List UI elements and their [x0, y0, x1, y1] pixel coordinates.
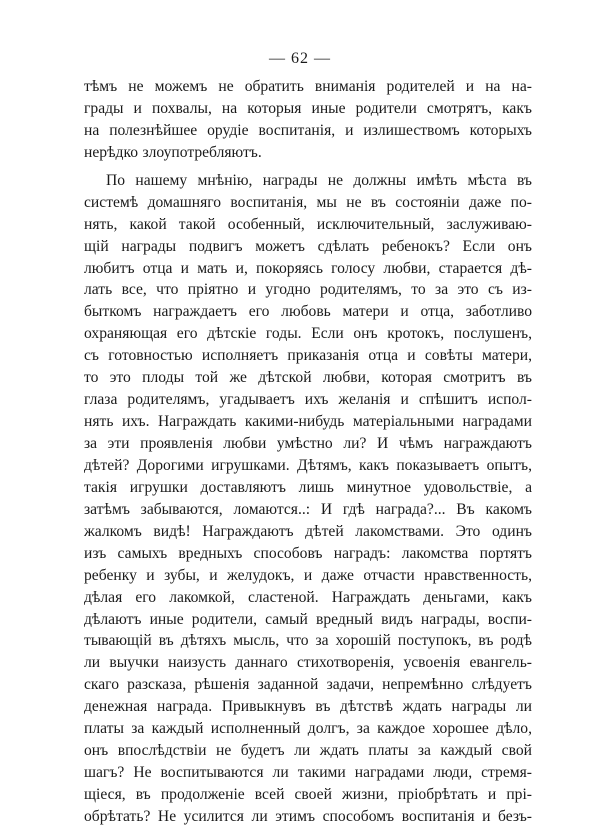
text-line: скаго разсказа, рѣшенія заданной задачи, непремѣнно слѣдуетъ: [84, 676, 532, 694]
text-line: то это плоды той же дѣтской любви, которая смотритъ въ: [84, 369, 532, 387]
text-line: за эти проявленія любви умѣстно ли? И чѣмъ награждаютъ: [84, 435, 532, 452]
text-line: на полезнѣйшее орудіе воспитанія, и излишествомъ которыхъ: [84, 121, 532, 139]
text-line: лать все, что пріятно и угодно родителямъ, то за это съ из-: [84, 281, 532, 299]
body-text: [84, 76, 532, 828]
text-line: глаза родителямъ, угадываетъ ихъ желанія и спѣшитъ испол-: [84, 391, 532, 409]
page-number: — 62 —: [269, 50, 331, 67]
text-line: системѣ домашняго воспитанія, мы не въ состояніи даже по-: [84, 193, 532, 211]
text-line: любитъ отца и мать и, покоряясь голосу любви, старается дѣ-: [84, 259, 532, 277]
text-line: денежная награда. Привыкнувъ въ дѣтствѣ ждать награды ли: [84, 698, 532, 716]
text-line: онъ впослѣдствіи не будетъ ли ждать платы за каждый свой: [84, 742, 532, 760]
text-line: По нашему мнѣнію, награды не должны имѣть мѣста въ: [106, 171, 532, 189]
text-line: щіеся, въ продолженіе всей своей жизни, пріобрѣтать и прі-: [84, 786, 532, 803]
text-line: такія игрушки доставляютъ лишь минутное удовольствіе, а: [84, 478, 532, 496]
text-line: дѣтей? Дорогими игрушками. Дѣтямъ, какъ показываетъ опытъ,: [84, 456, 532, 474]
text-line: нять ихъ. Награждать какими-нибудь матеріальными наградами: [84, 413, 532, 431]
text-line: нять, какой такой особенный, исключительный, заслуживаю-: [84, 215, 532, 233]
text-line: ли выучки наизусть даннаго стихотворенія, усвоенія евангель-: [84, 654, 532, 672]
text-line: дѣлаютъ иные родители, самый вредный видъ награды, воспи-: [84, 610, 532, 628]
text-line: изъ самыхъ вредныхъ способовъ наградъ: лакомства портятъ: [84, 544, 532, 562]
text-line: тывающій въ дѣтяхъ мысль, что за хорошій поступокъ, въ родѣ: [84, 632, 532, 650]
text-line: щій награды подвигъ можетъ сдѣлать ребенокъ? Если онъ: [84, 237, 532, 255]
text-line: грады и похвалы, на которыя иные родители смотрятъ, какъ: [84, 99, 532, 117]
text-line: дѣлая его лакомкой, сластеной. Награждать деньгами, какъ: [84, 588, 532, 606]
text-line: охраняющая его дѣтскіе годы. Если онъ кротокъ, послушенъ,: [84, 325, 532, 343]
text-line: ребенку и зубы, и желудокъ, и даже отчасти нравственность,: [84, 566, 532, 584]
text-line: обрѣтать? Не усилится ли этимъ способомъ воспитанія и безъ-: [84, 807, 532, 825]
text-line: быткомъ награждаетъ его любовь матери и отца, заботливо: [84, 303, 532, 321]
text-line: затѣмъ забываются, ломаются..: И гдѣ награда?... Въ какомъ: [84, 500, 532, 518]
text-line: нерѣдко злоупотребляютъ.: [84, 143, 262, 161]
text-line: тѣмъ не можемъ не обратить вниманія родителей и на на-: [84, 78, 532, 95]
text-line: жалкомъ видѣ! Награждаютъ дѣтей лакомствами. Это одинъ: [84, 522, 532, 540]
text-line: платы за каждый исполненный долгъ, за каждое хорошее дѣло,: [84, 720, 532, 738]
text-line: съ готовностью исполняетъ приказанія отца и совѣты матери,: [84, 347, 532, 365]
text-line: шагъ? Не воспитываются ли такими наградами люди, стремя-: [84, 764, 532, 782]
